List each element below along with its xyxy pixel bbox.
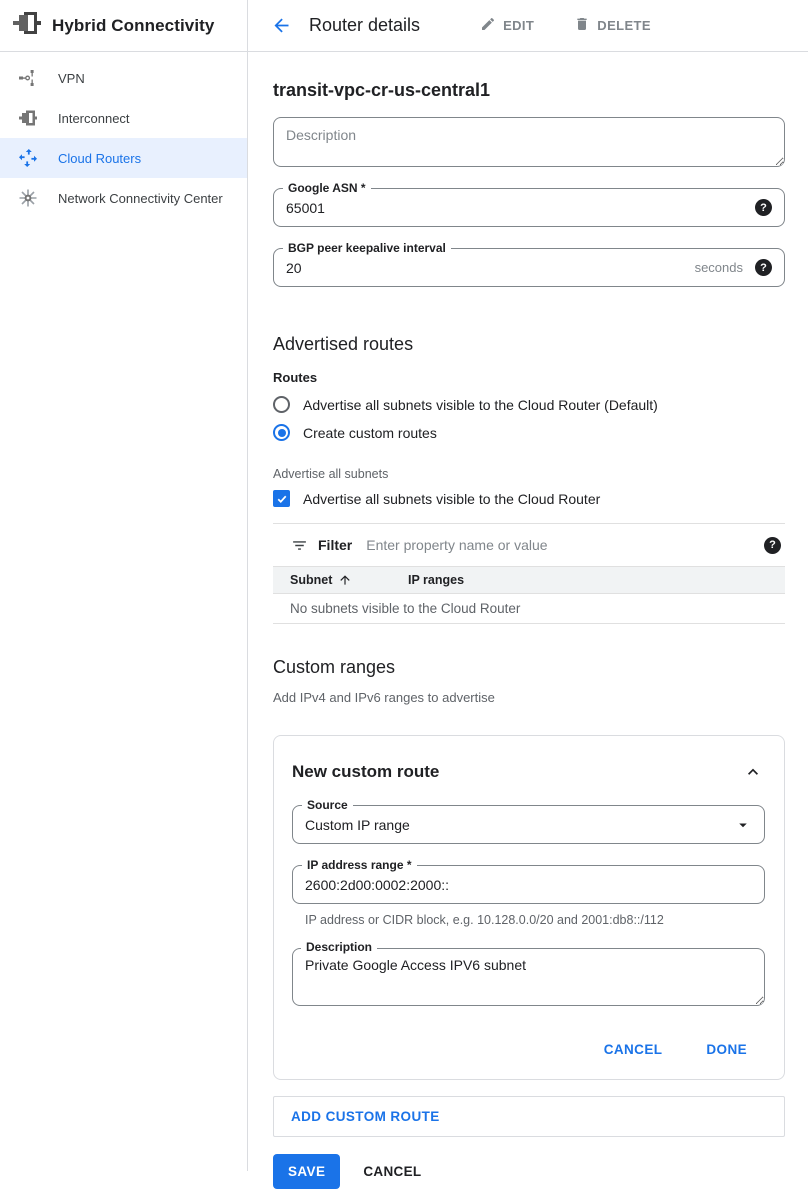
cloud-routers-icon: [18, 148, 38, 168]
add-custom-route-button[interactable]: ADD CUSTOM ROUTE: [291, 1109, 440, 1124]
bgp-keepalive-label: BGP peer keepalive interval: [283, 241, 451, 255]
advertise-all-subnets-checkbox-row[interactable]: Advertise all subnets visible to the Cloud Router: [273, 490, 785, 507]
sidebar-item-interconnect[interactable]: [0, 98, 247, 138]
new-custom-route-card: [273, 735, 785, 1080]
router-name: transit-vpc-cr-us-central1: [273, 80, 491, 100]
back-arrow-icon[interactable]: [269, 14, 293, 38]
source-select[interactable]: [292, 798, 765, 844]
sidebar-item-vpn[interactable]: [0, 58, 247, 98]
page-title: Router details: [309, 15, 421, 35]
new-custom-route-title: New custom route: [292, 762, 440, 781]
sidebar-item-network-connectivity-center[interactable]: [0, 178, 247, 218]
ip-address-range-label: IP address range *: [302, 858, 417, 872]
radio-selected-icon: [273, 424, 290, 441]
sidebar-nav: [0, 52, 247, 218]
edit-button[interactable]: EDIT: [480, 16, 534, 35]
interconnect-icon: [18, 108, 38, 128]
advertise-all-subnets-label: Advertise all subnets: [273, 467, 389, 481]
cancel-button[interactable]: CANCEL: [363, 1164, 422, 1179]
chevron-up-icon[interactable]: [741, 760, 765, 784]
save-button[interactable]: SAVE: [273, 1154, 340, 1189]
advertised-routes-heading: Advertised routes: [273, 334, 414, 354]
route-done-button[interactable]: DONE: [706, 1042, 747, 1057]
add-custom-route-container: [273, 1096, 785, 1137]
bgp-keepalive-unit: seconds: [694, 260, 743, 275]
sidebar-item-label: Cloud Routers: [58, 150, 142, 166]
sort-ascending-icon[interactable]: [338, 573, 352, 587]
filter-icon: [291, 537, 308, 554]
trash-icon: [574, 16, 590, 35]
ip-address-range-field: [292, 858, 765, 904]
sidebar-item-label: VPN: [58, 70, 85, 86]
pencil-icon: [480, 16, 496, 35]
filter-input[interactable]: [366, 537, 764, 553]
checkbox-checked-icon[interactable]: [273, 490, 290, 507]
sidebar-item-cloud-routers[interactable]: [0, 138, 247, 178]
sidebar-header: [0, 0, 247, 52]
content: [248, 80, 808, 1189]
route-cancel-button[interactable]: CANCEL: [603, 1042, 663, 1057]
filter-label: Filter: [318, 537, 353, 553]
page-header: [248, 0, 808, 52]
sidebar-item-label: Interconnect: [58, 110, 130, 126]
description-input[interactable]: [273, 117, 785, 167]
google-asn-input[interactable]: [286, 200, 755, 216]
bgp-keepalive-input[interactable]: [286, 260, 695, 276]
ip-range-hint: IP address or CIDR block, e.g. 10.128.0.0/20 and 2001:db8::/112: [305, 913, 664, 927]
custom-ranges-subtitle: Add IPv4 and IPv6 ranges to advertise: [273, 690, 495, 705]
column-subnet: Subnet: [290, 573, 333, 587]
google-asn-label: Google ASN *: [283, 181, 371, 195]
filter-bar: [273, 523, 785, 566]
subnets-empty-message: No subnets visible to the Cloud Router: [273, 594, 785, 624]
dropdown-arrow-icon: [734, 816, 752, 834]
route-description-input[interactable]: [292, 948, 765, 1006]
custom-ranges-heading: Custom ranges: [273, 657, 396, 677]
source-value: [305, 817, 734, 833]
google-asn-field: [273, 181, 785, 227]
column-ip-ranges: IP ranges: [408, 573, 465, 587]
radio-advertise-all-default[interactable]: Advertise all subnets visible to the Cloud Router (Default): [273, 396, 785, 413]
sidebar: [0, 0, 248, 1171]
route-description-label: Description: [301, 940, 377, 954]
radio-create-custom-routes[interactable]: Create custom routes: [273, 424, 785, 441]
ip-address-range-input[interactable]: [305, 877, 752, 893]
vpn-icon: [18, 68, 38, 88]
sidebar-item-label: Network Connectivity Center: [58, 190, 223, 206]
hybrid-connectivity-icon: [12, 10, 42, 41]
help-icon[interactable]: ?: [755, 199, 772, 216]
app-title: Hybrid Connectivity: [52, 15, 215, 35]
route-description-field: [292, 940, 765, 1006]
delete-button[interactable]: DELETE: [574, 16, 651, 35]
main-panel: [248, 0, 808, 1179]
bgp-keepalive-field: [273, 241, 785, 287]
subnets-table-header: [273, 566, 785, 594]
source-label: Source: [302, 798, 353, 812]
routes-label: Routes: [273, 370, 318, 385]
help-icon[interactable]: ?: [764, 537, 781, 554]
radio-unselected-icon: [273, 396, 290, 413]
help-icon[interactable]: ?: [755, 259, 772, 276]
network-connectivity-center-icon: [18, 188, 38, 208]
